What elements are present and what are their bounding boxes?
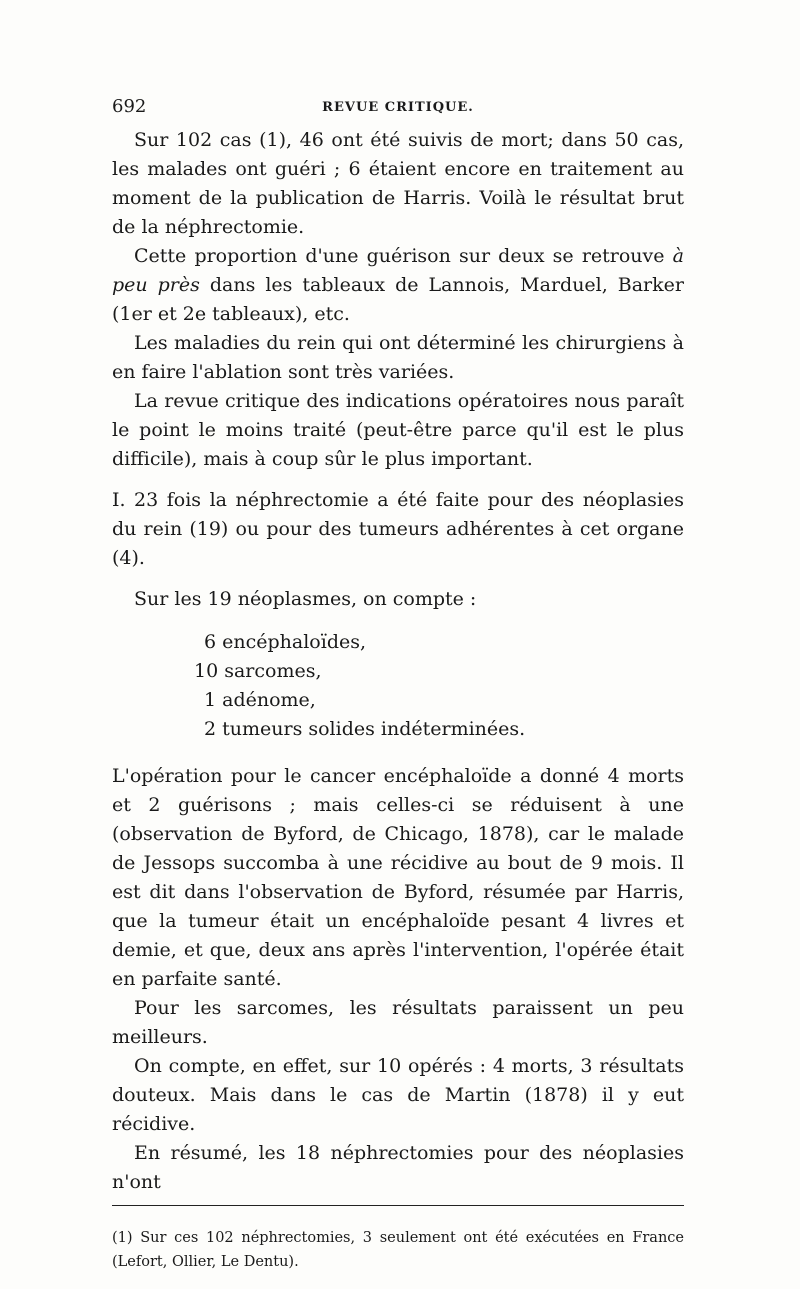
page-number: 692 — [112, 96, 147, 117]
list-item: 1 adénome, — [204, 689, 316, 711]
paragraph-10: En résumé, les 18 néphrectomies pour des néoplasies n'ont — [112, 1142, 684, 1193]
running-title: REVUE CRITIQUE. — [322, 100, 474, 115]
paragraph-2-end: dans les tableaux de Lannois, Marduel, Barker (1er et 2e tableaux), etc. — [112, 274, 684, 325]
paragraph-1: Sur 102 cas (1), 46 ont été suivis de mort; dans 50 cas, les malades ont guéri ; 6 étaient encore en traitement au moment de la publication de Harris. Voilà le résultat brut de la néphrectomie. — [112, 129, 684, 238]
body-text — [112, 126, 684, 1197]
paragraph-3: Les maladies du rein qui ont déterminé les chirurgiens à en faire l'ablation sont très variées. — [112, 332, 684, 383]
paragraph-5: I. 23 fois la néphrectomie a été faite pour des néoplasies du rein (19) ou pour des tumeurs adhérentes à cet organe (4). — [112, 489, 684, 569]
list-item: 10 sarcomes, — [194, 660, 322, 682]
paragraph-2-emphasis: à peu près — [112, 245, 684, 296]
paragraph-2-start: Cette proportion d'une guérison sur deux se retrouve — [134, 245, 673, 267]
paragraph-6: Sur les 19 néoplasmes, on compte : — [134, 588, 477, 610]
paragraph-7: L'opération pour le cancer encéphaloïde a donné 4 morts et 2 guérisons ; mais celles-ci se réduisent à une (observation de Byford, de Chicago, 1878), car le malade de Jessops succomba à une récidive au bout de 9 mois. Il est dit dans l'observation de Byford, résumée par Harris, que la tumeur était un encéphaloïde pesant 4 livres et demie, et que, deux ans après l'intervention, l'opérée était en parfaite santé. — [112, 765, 684, 990]
paragraph-9: On compte, en effet, sur 10 opérés : 4 morts, 3 résultats douteux. Mais dans le cas de Martin (1878) il y eut récidive. — [112, 1055, 684, 1135]
paragraph-8: Pour les sarcomes, les résultats paraissent un peu meilleurs. — [112, 997, 684, 1048]
footnote-rule — [112, 1205, 684, 1206]
list-item: 2 tumeurs solides indéterminées. — [204, 718, 526, 740]
list-item: 6 encéphaloïdes, — [204, 631, 367, 653]
paragraph-2 — [112, 242, 684, 329]
footnote: (1) Sur ces 102 néphrectomies, 3 seulement ont été exécutées en France (Lefort, Ollier, Le Dentu). — [112, 1230, 684, 1270]
paragraph-4: La revue critique des indications opératoires nous paraît le point le moins traité (peut-être parce qu'il est le plus difficile), mais à coup sûr le plus important. — [112, 390, 684, 470]
running-header — [112, 96, 684, 126]
tumor-list — [194, 628, 684, 744]
page — [112, 96, 684, 1289]
